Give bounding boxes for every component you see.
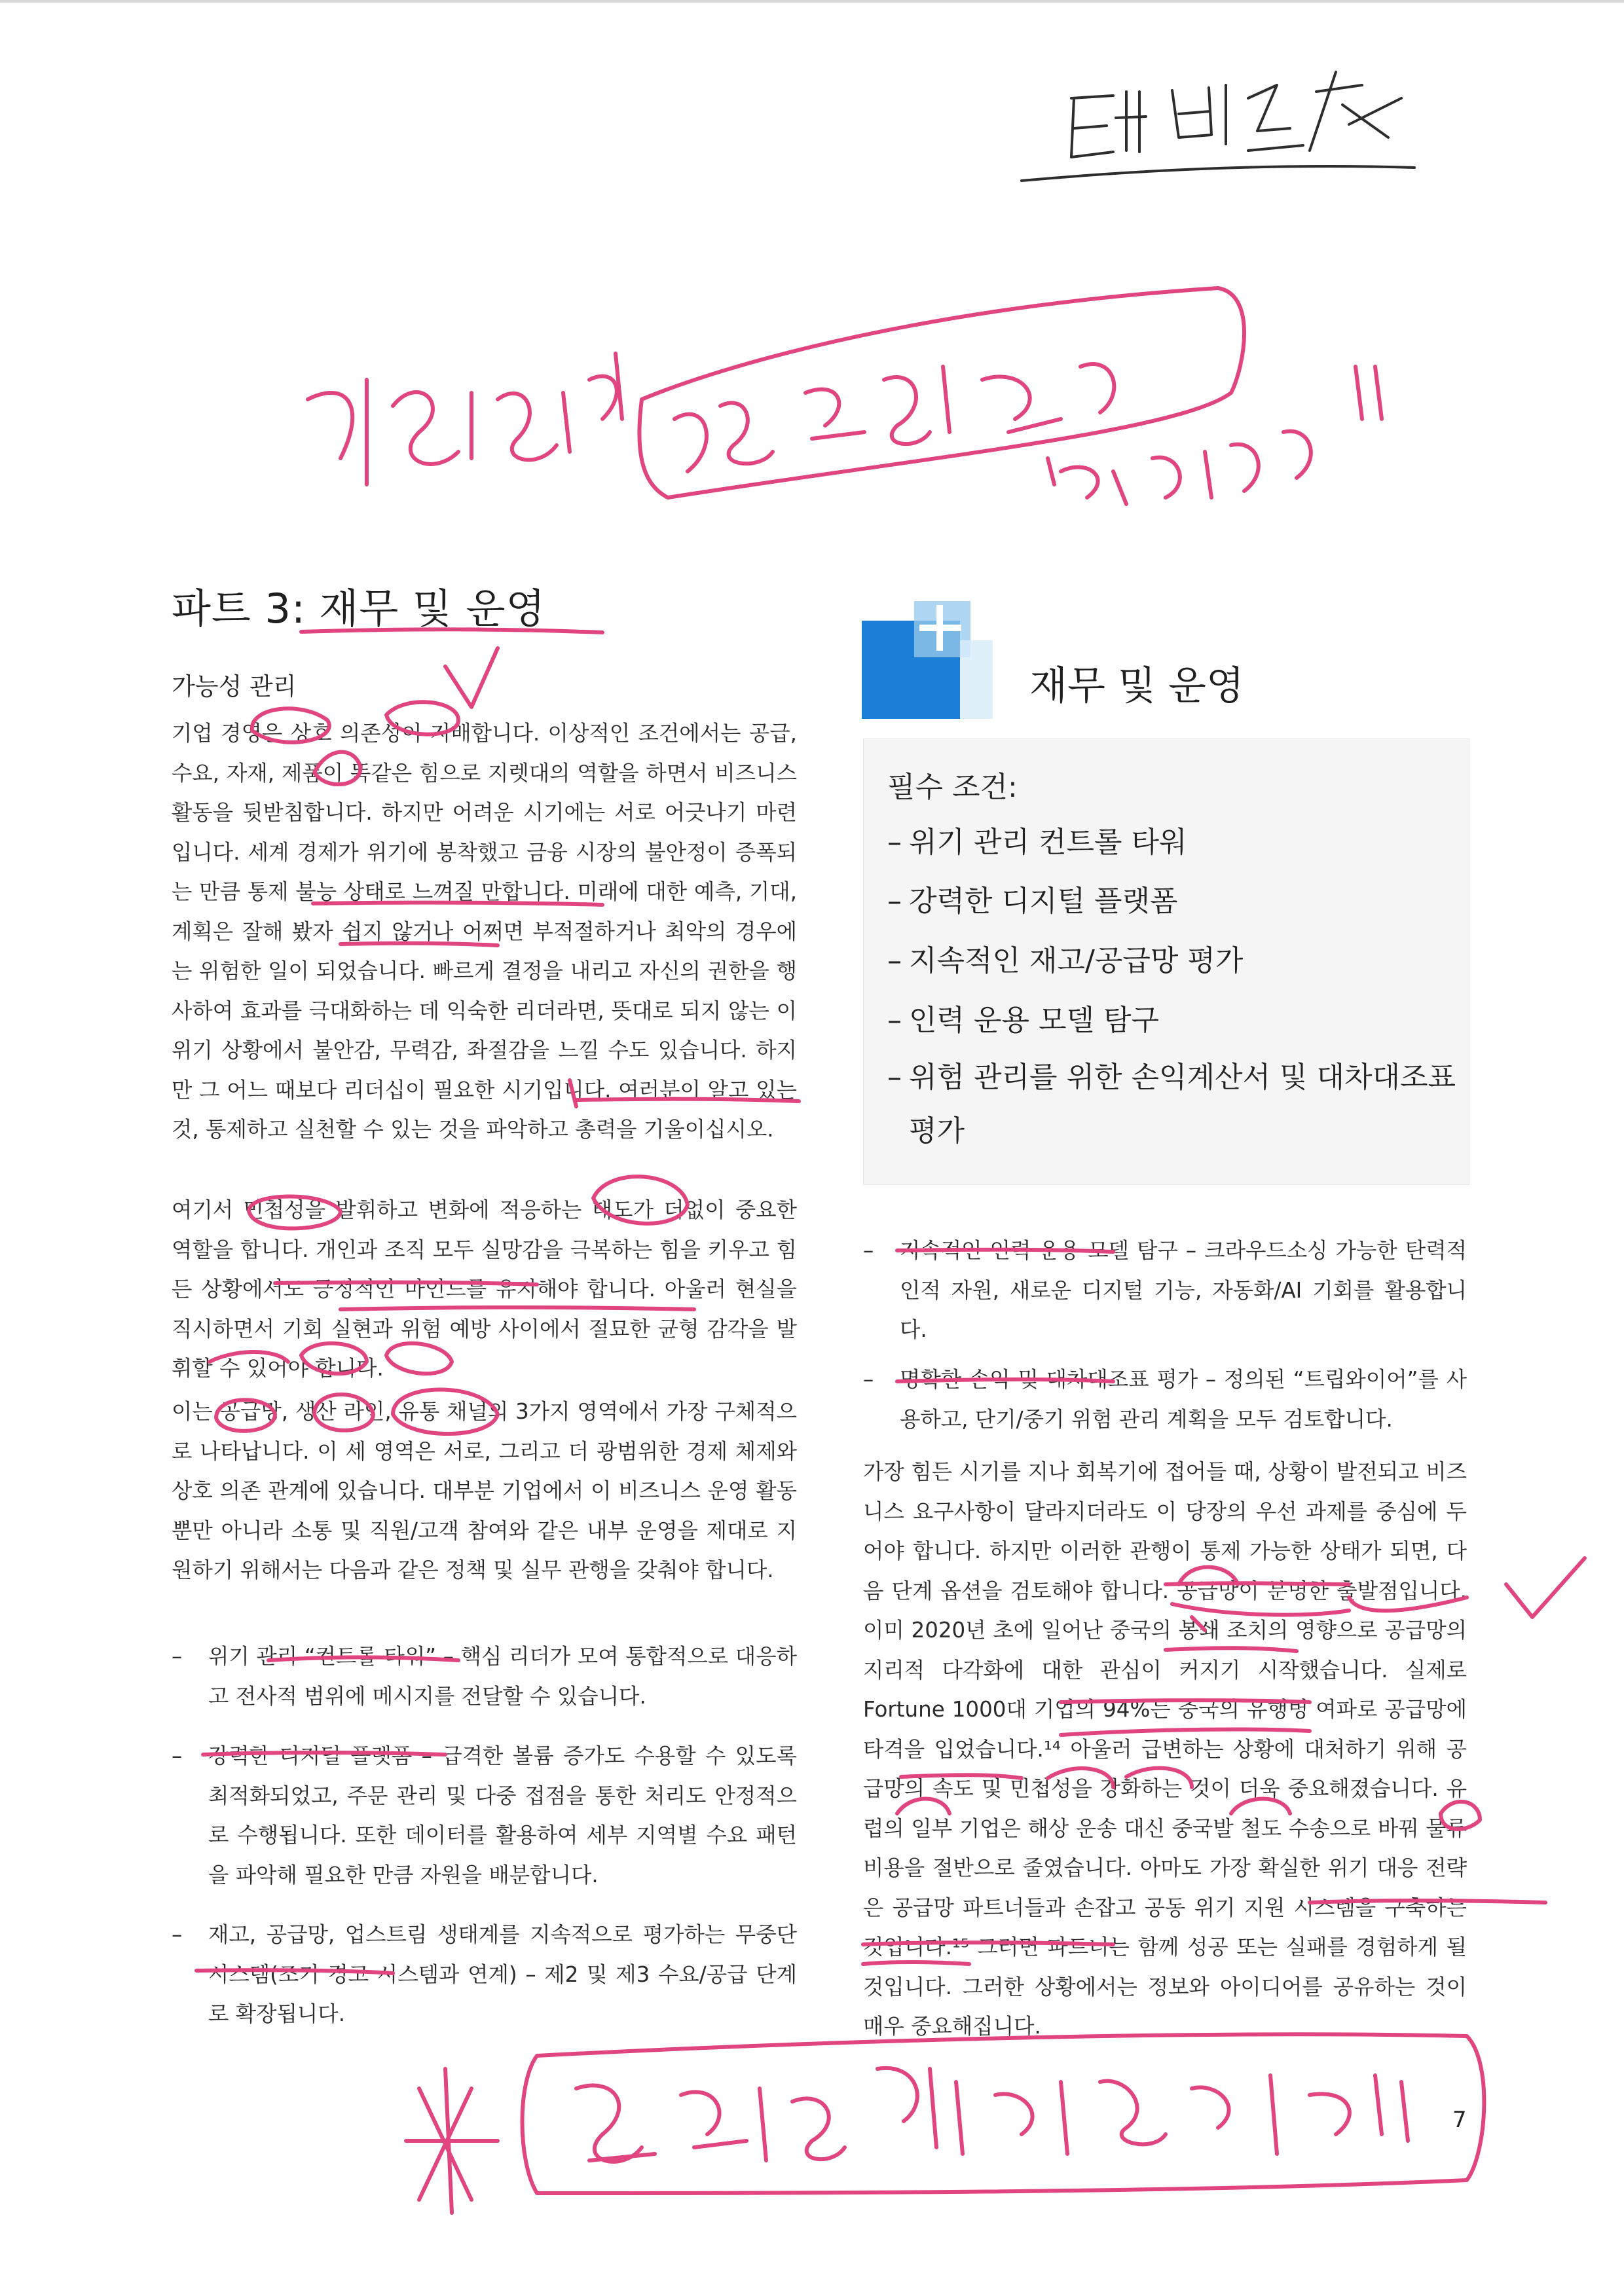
bullet-item bbox=[172, 1637, 797, 1722]
bullet-dash: – bbox=[863, 1238, 874, 1263]
scan-edge-line bbox=[0, 0, 1624, 3]
bullet-text: 위기 관리 “컨트롤 타워” – 핵심 리더가 모여 통합적으로 대응하고 전사적 범위에 메시지를 전달할 수 있습니다. bbox=[208, 1644, 797, 1709]
bullet-item bbox=[172, 1915, 797, 2046]
bullet-text: 지속적인 인력 운용 모델 탐구 – 크라우드소싱 가능한 탄력적 인적 자원, 새로운 디지털 기능, 자동화/AI 기회를 활용합니다. bbox=[900, 1238, 1467, 1342]
bullet-item bbox=[863, 1360, 1467, 1445]
bullet-dash: – bbox=[172, 1743, 183, 1768]
part-title: 파트 3: 재무 및 운영 bbox=[172, 585, 546, 632]
requirement-text: 위기 관리 컨트롤 타워 bbox=[909, 826, 1187, 859]
body-paragraph: 기업 경영은 상호 의존성이 지배합니다. 이상적인 조건에서는 공급, 수요, 자재, 제품이 똑같은 힘으로 지렛대의 역할을 하면서 비즈니스 활동을 뒷받침합니다. 하지만 어려운 시기에는 서로 어긋나기 마련입니다. 세계 경제가 위기에 봉착했고 금융 시장의 불안정이 증폭되는 만큼 통제 불능 상태로 느껴질 만합니다. 미래에 대한 예측, 기대, 계획은 잘해 봤자 쉽지 않거나 어쩌면 부적절하거나 최악의 경우에는 위험한 일이 되었습니다. 빠르게 결정을 내리고 자신의 권한을 행사하여 효과를 극대화하는 데 익숙한 리더라면, 뜻대로 되지 않는 이 위기 상황에서 불안감, 무력감, 좌절감을 느낄 수도 있습니다. 하지만 그 어느 때보다 리더십이 필요한 시기입니다. 여러분이 알고 있는 것, 통제하고 실천할 수 있는 것을 파악하고 총력을 기울이십시오. bbox=[172, 721, 797, 1142]
bullet-text: 강력한 디지털 플랫폼 – 급격한 볼륨 증가도 수용할 수 있도록 최적화되었고, 주문 관리 및 다중 접점을 통한 처리도 안정적으로 수행됩니다. 또한 데이터를 활용하여 세부 지역별 수요 패턴을 파악해 필요한 만큼 자원을 배분합니다. bbox=[208, 1743, 797, 1887]
bullet-dash: – bbox=[863, 1367, 874, 1392]
requirements-title: 필수 조건: bbox=[887, 771, 1018, 804]
side-title: 재무 및 운영 bbox=[1029, 663, 1244, 709]
finance-operations-logo-icon bbox=[857, 601, 1020, 719]
page-number: 7 bbox=[1452, 2107, 1467, 2133]
bullet-text: 재고, 공급망, 업스트림 생태계를 지속적으로 평가하는 무중단 시스템(조기 경고 시스템과 연계) – 제2 및 제3 수요/공급 단계로 확장됩니다. bbox=[208, 1922, 797, 2026]
handwritten-signature bbox=[1022, 72, 1414, 181]
body-paragraph: 이는 공급망, 생산 라인, 유통 채널의 3가지 영역에서 가장 구체적으로 나타납니다. 이 세 영역은 서로, 그리고 더 광범위한 경제 체제와 상호 의존 관계에 있습니다. 대부분 기업에서 이 비즈니스 운영 활동뿐만 아니라 소통 및 직원/고객 참여와 같은 내부 운영을 제대로 지원하기 위해서는 다음과 같은 정책 및 실무 관행을 갖춰야 합니다. bbox=[172, 1399, 797, 1582]
bullet-dash: – bbox=[172, 1922, 183, 1947]
requirement-text: 위험 관리를 위한 손익계산서 및 대차대조표 평가 bbox=[909, 1061, 1456, 1148]
body-paragraph: 가장 힘든 시기를 지나 회복기에 접어들 때, 상황이 발전되고 비즈니스 요구사항이 달라지더라도 이 당장의 우선 과제를 중심에 두어야 합니다. 하지만 이러한 관행이 통제 가능한 상태가 되면, 다음 단계 옵션을 검토해야 합니다. 공급망이 분명한 출발점입니다. 이미 2020년 초에 일어난 중국의 봉쇄 조치의 영향으로 공급망의 지리적 다각화에 대한 관심이 커지기 시작했습니다. 실제로 Fortune 1000대 기업의 94%는 중국의 유행병 여파로 공급망에 타격을 입었습니다.¹⁴ 아울러 급변하는 상황에 대처하기 위해 공급망의 속도 및 민첩성을 강화하는 것이 더욱 중요해졌습니다. 유럽의 일부 기업은 해상 운송 대신 중국발 철도 수송으로 바꿔 물류 비용을 절반으로 줄였습니다. 아마도 가장 확실한 위기 대응 전략은 공급망 파트너들과 손잡고 공동 위기 지원 시스템을 구축하는 것입니다.¹⁵ 그러면 파트너는 함께 성공 또는 실패를 경험하게 될 것입니다. 그러한 상황에서는 정보와 아이디어를 공유하는 것이 매우 중요해집니다. bbox=[863, 1459, 1467, 2039]
requirement-text: 강력한 디지털 플랫폼 bbox=[909, 884, 1178, 918]
bullet-text: 명확한 손익 및 대차대조표 평가 – 정의된 “트립와이어”를 사용하고, 단기/중기 위험 관리 계획을 모두 검토합니다. bbox=[900, 1367, 1467, 1432]
bullet-item bbox=[172, 1736, 797, 1906]
section-heading: 가능성 관리 bbox=[172, 672, 297, 701]
requirement-text: 인력 운용 모델 탐구 bbox=[909, 1004, 1159, 1037]
body-paragraph: 여기서 민첩성을 발휘하고 변화에 적응하는 태도가 더없이 중요한 역할을 합니다. 개인과 조직 모두 실망감을 극복하는 힘을 키우고 힘든 상황에서도 긍정적인 마인드를 유지해야 합니다. 아울러 현실을 직시하면서 기회 실현과 위험 예방 사이에서 절묘한 균형 감각을 발휘할 수 있어야 합니다. bbox=[172, 1197, 798, 1381]
bullet-item bbox=[863, 1231, 1467, 1342]
requirement-text: 지속적인 재고/공급망 평가 bbox=[909, 944, 1244, 977]
bullet-dash: – bbox=[172, 1644, 183, 1669]
